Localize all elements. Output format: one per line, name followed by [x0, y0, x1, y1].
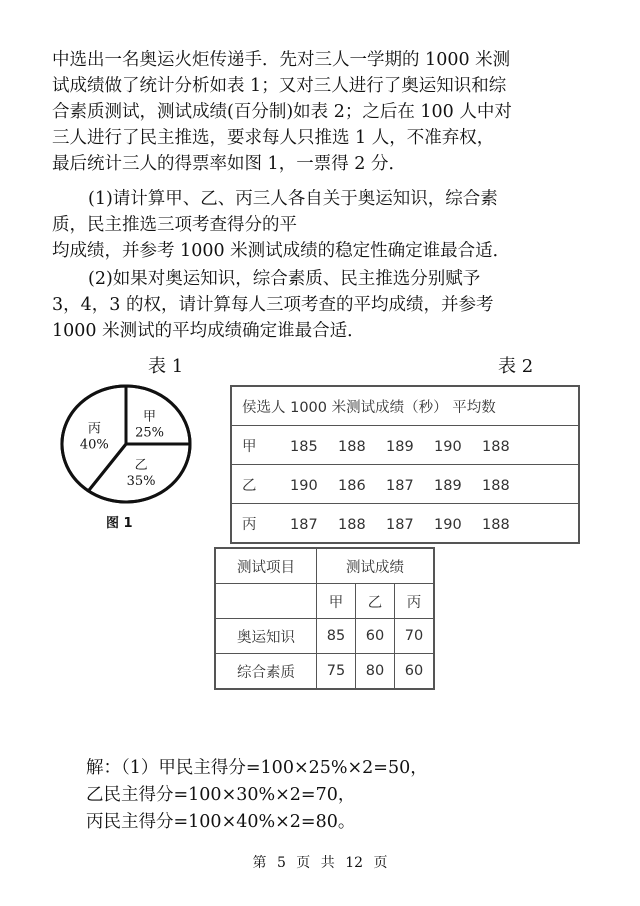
text-line: 均成绩，并参考 1000 米测试成绩的稳定性确定谁最合适．: [52, 241, 511, 261]
score: 186: [338, 477, 366, 494]
score: 187: [290, 516, 318, 533]
pie-chart-svg: [58, 384, 198, 504]
text-line: 三人进行了民主推选，要求每人只推选 1 人，不准弃权，: [52, 128, 495, 148]
solution-line: 解：（1）甲民主得分=100×25%×2=50，: [86, 758, 428, 778]
score: 188: [338, 438, 366, 455]
table-header-cell: 侯选人 1000 米测试成绩（秒） 平均数: [242, 399, 496, 416]
figure-caption: 图 1: [106, 516, 133, 531]
score: 185: [290, 438, 318, 455]
text-line: 最后统计三人的得票率如图 1，一票得 2 分．: [52, 154, 406, 174]
score: 190: [434, 438, 462, 455]
table-header-row: [215, 548, 434, 584]
table-row: [231, 426, 579, 465]
table-cell: [231, 504, 579, 544]
table2-caption: 表 2: [498, 356, 534, 377]
average: 188: [482, 516, 510, 533]
score: 190: [290, 477, 318, 494]
text-line: (1)请计算甲、乙、丙三人各自关于奥运知识，综合素: [88, 189, 498, 209]
table1-caption: 表 1: [148, 356, 184, 377]
table-header-cell: 测试项目: [215, 548, 317, 584]
text-line: (2)如果对奥运知识，综合素质、民主推选分别赋予: [88, 269, 481, 289]
table-cell: 75: [317, 654, 356, 690]
table-1000m-scores: [230, 385, 580, 544]
score: 188: [338, 516, 366, 533]
table-row: [215, 619, 434, 654]
solution-line: 乙民主得分=100×30%×2=70，: [86, 785, 356, 805]
table-cell: 80: [356, 654, 395, 690]
score: 189: [434, 477, 462, 494]
table-row: [215, 654, 434, 690]
table-test-scores: [214, 547, 435, 690]
table-cell: [231, 426, 579, 465]
row-name: 乙: [242, 477, 257, 494]
solution-block: [86, 755, 428, 836]
table-header-cell: 乙: [356, 584, 395, 619]
table-cell: 奥运知识: [215, 619, 317, 654]
pie-chart: [58, 384, 198, 508]
score: 187: [386, 516, 414, 533]
solution-line: 丙民主得分=100×40%×2=80。: [86, 812, 356, 832]
table-header-cell: 丙: [395, 584, 435, 619]
text-line: 中选出一名奥运火炬传递手．先对三人一学期的 1000 米测: [52, 50, 511, 70]
table-header-cell: 测试成绩: [317, 548, 435, 584]
table-cell: 60: [395, 654, 435, 690]
text-line: 3，4，3 的权，请计算每人三项考查的平均成绩，并参考: [52, 295, 494, 315]
score: 189: [386, 438, 414, 455]
average: 188: [482, 438, 510, 455]
problem-question-2: [52, 266, 612, 344]
table-row: [231, 504, 579, 544]
pie-slice-name: 乙: [134, 457, 148, 473]
table-cell: 70: [395, 619, 435, 654]
row-name: 甲: [242, 438, 257, 455]
average: 188: [482, 477, 510, 494]
pie-slice-label: 40%: [79, 437, 109, 453]
score: 190: [434, 516, 462, 533]
pie-slice-name: 丙: [87, 421, 101, 437]
problem-question-1: [52, 186, 612, 264]
text-line: 质，民主推选三项考查得分的平: [52, 215, 297, 235]
table-subheader-row: [215, 584, 434, 619]
text-line: 试成绩做了统计分析如表 1；又对三人进行了奥运知识和综: [52, 76, 507, 96]
table-cell: 85: [317, 619, 356, 654]
pie-slice-label: 35%: [126, 473, 156, 489]
problem-paragraph-1: [52, 47, 612, 177]
pie-slice-name: 甲: [143, 409, 157, 425]
table-cell: [231, 465, 579, 504]
text-line: 1000 米测试的平均成绩确定谁最合适．: [52, 321, 365, 341]
pie-slice-label: 25%: [135, 425, 164, 441]
page-footer: 第 5 页 共 12 页: [252, 855, 388, 871]
table-cell: [215, 584, 317, 619]
text-line: 合素质测试，测试成绩(百分制)如表 2；之后在 100 人中对: [52, 102, 512, 122]
table-row: [231, 465, 579, 504]
table-cell: 60: [356, 619, 395, 654]
score: 187: [386, 477, 414, 494]
table-header-cell: 甲: [317, 584, 356, 619]
table-cell: 综合素质: [215, 654, 317, 690]
row-name: 丙: [242, 516, 257, 533]
table-header-row: [231, 386, 579, 426]
